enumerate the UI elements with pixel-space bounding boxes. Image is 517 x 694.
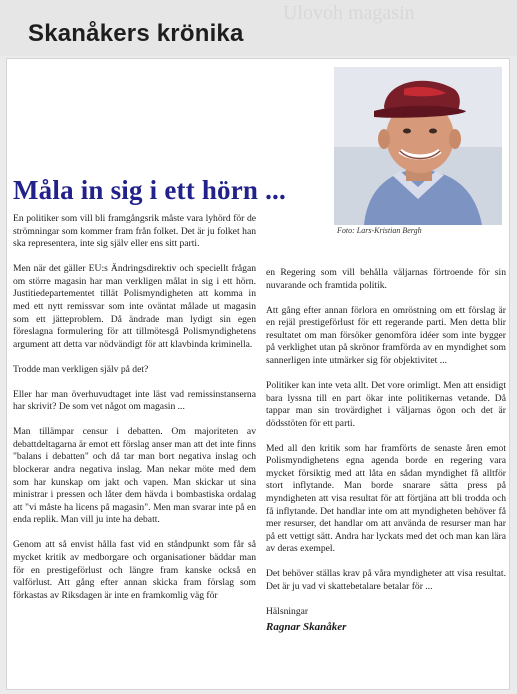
paragraph: Att gång efter annan förlora en omröstning om ett förslag är en rejäl prestigeförlust för ett regerande parti. Men detta blir resultatet om man försöker genomföra idéer som inte bygger på verklighet utan på skrönor framförda av en myndighet som sannerligen inte utmärker sig för objektivitet ... [266, 304, 506, 366]
paragraph: Genom att så envist hålla fast vid en ståndpunkt som får så mycket kritik av medborgare och organisationer bäddar man för en prestigeförlust och längre fram kanske också en valförlust. Att gång efter annan skicka fram förslag som förkastas av Riksdagen är inte en framkomlig väg för [13, 539, 256, 601]
paragraph: Trodde man verkligen själv på det? [13, 363, 149, 375]
greeting: Hälsningar [266, 606, 309, 618]
paragraph: Politiker kan inte veta allt. Det vore orimligt. Men att ensidigt bara lyssna till en part ökar inte politikernas vetande. Då tappar man sin trovärdighet i väljarnas ögon och det är dödsstöten för ett parti. [266, 379, 506, 429]
author-photo [334, 67, 502, 225]
right-column [266, 267, 506, 633]
ghost-header-text: Ulovoh magasin [283, 2, 415, 24]
paragraph: en Regering som vill behålla väljarnas förtroende för sin nuvarande och framtida politik. [266, 267, 506, 291]
paragraph: Med all den kritik som har framförts de senaste åren emot Polismyndighetens egna agenda borde en regering vara mycket försiktig med att låta en sådan myndighet få alltför stort inflytande. Man borde snarare sätta press på myndigheten att visa resultat för att förtjäna att bli trodda och få inflytande. Det handlar inte om att myndigheten behöver få mer resurser, det handlar om att använda de resurser man har på ett vettigt sätt. Andra har lyckats med det och man kan lära av deras exempel. [266, 442, 506, 555]
photo-credit: Foto: Lars-Kristian Bergh [337, 226, 422, 235]
left-column [13, 213, 256, 615]
author-signature: Ragnar Skanåker [266, 620, 347, 633]
article-headline: Måla in sig i ett hörn ... [13, 175, 286, 205]
column-title: Skanåkers krönika [28, 20, 244, 47]
paragraph: Men när det gäller EU:s Ändringsdirektiv och speciellt frågan om större magasin har man verkligen målat in sig i ett hörn. Justitiedepartementet tillät Polismyndigheten att komma in med ett nytt remissvar som inte oväntat målade ut magasin som ett jätteproblem. Då ändrade man lydigt sin egen föreslagna formulering för att tillmötesgå Polismyndighetens argument att detta var nödvändigt för att klavbinda kriminella. [13, 263, 256, 350]
article-box [6, 58, 510, 690]
paragraph: Man tillämpar censur i debatten. Om majoriteten av debattdeltagarna är emot ett förslag anser man att det inte finns "balans i debatten" och då tar man bort negativa inslag och blockerar andra negativa inslag. Man nekar möte med dem som har kunskap om jakt och vapen. Man skickar ut sina ministrar i pressen och låter dem hävda i bombastiska ordalag att "vi måste ha licens på magasin". Men man svarar inte på en enda replik. Man vill ju inte ha debatt. [13, 426, 256, 526]
paragraph: Eller har man överhuvudtaget inte läst vad remissinstanserna har skrivit? De som vet något om magasin ... [13, 388, 256, 413]
paragraph: En politiker som vill bli framgångsrik måste vara lyhörd för de strömningar som kommer fram från folket. Det är ju folket han ska representera, inte sig själv eller ens sitt parti. [13, 213, 256, 250]
paragraph: Det behöver ställas krav på våra myndigheter att visa resultat. Det är ju vad vi skattebetalare betalar för ... [266, 568, 506, 593]
